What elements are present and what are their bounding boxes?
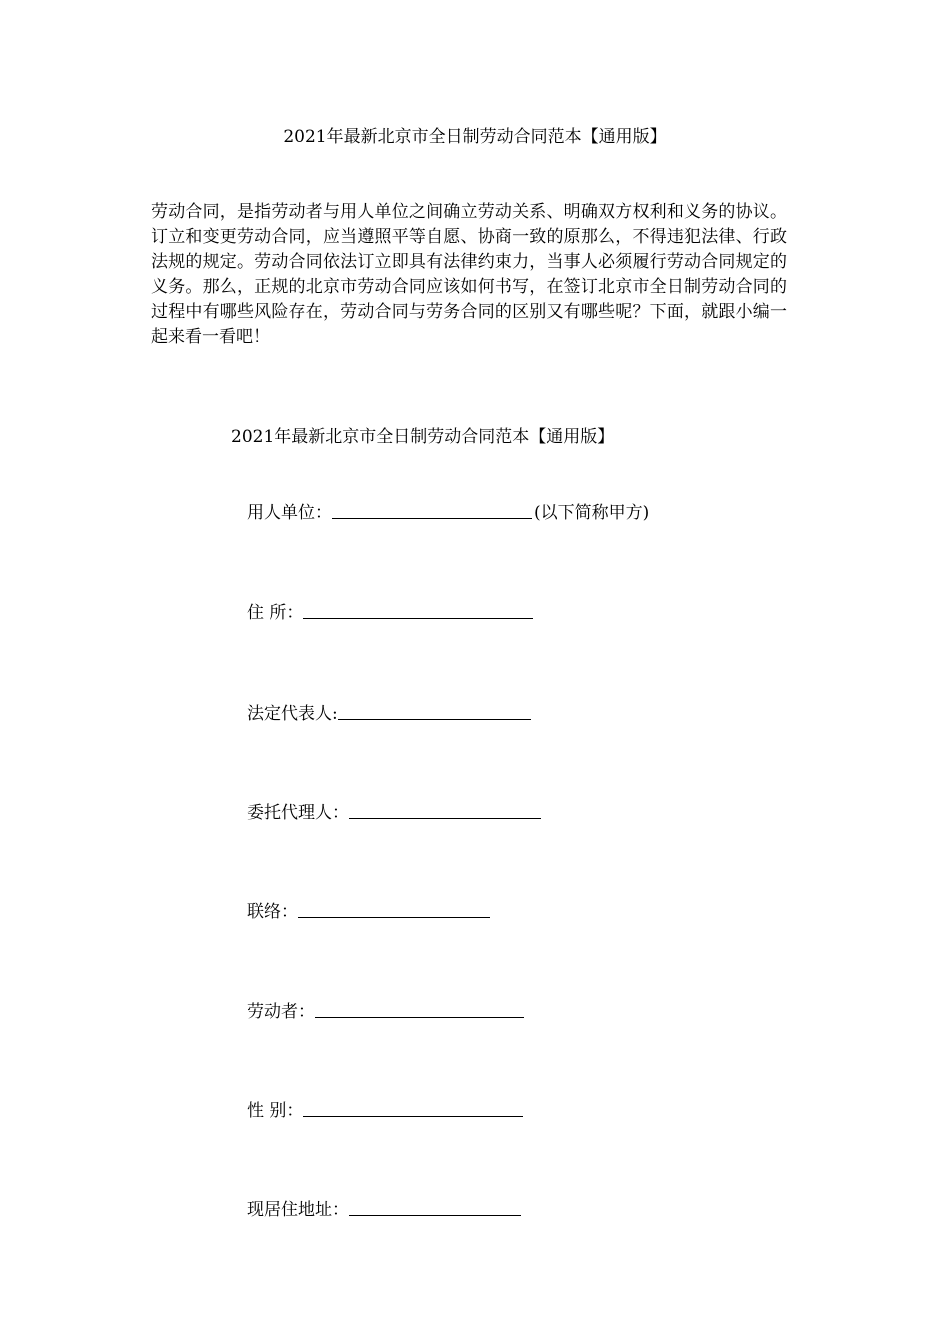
field-employer-label: 用人单位： bbox=[247, 503, 332, 523]
field-address-label: 住 所： bbox=[247, 603, 304, 623]
contract-subtitle: 2021年最新北京市全日制劳动合同范本【通用版】 bbox=[231, 427, 615, 447]
field-gender-blank bbox=[303, 1098, 523, 1117]
field-legal-representative-label: 法定代表人: bbox=[247, 704, 338, 724]
field-contact bbox=[247, 898, 490, 923]
field-legal-representative-blank bbox=[338, 701, 531, 720]
field-contact-label: 联络： bbox=[247, 902, 298, 922]
field-agent bbox=[247, 799, 541, 824]
intro-paragraph: 劳动合同，是指劳动者与用人单位之间确立劳动关系、明确双方权利和义务的协议。订立和变更劳动合同，应当遵照平等自愿、协商一致的原那么，不得违犯法律、行政法规的规定。劳动合同依法订立即具有法律约束力，当事人必须履行劳动合同规定的义务。那么，正规的北京市劳动合同应该如何书写，在签订北京市全日制劳动合同的过程中有哪些风险存在，劳动合同与劳务合同的区别又有哪些呢？下面，就跟小编一起来看一看吧！ bbox=[151, 202, 787, 347]
field-worker-label: 劳动者： bbox=[247, 1002, 315, 1022]
field-employer-blank bbox=[332, 500, 532, 519]
field-address-blank bbox=[303, 600, 533, 619]
field-agent-label: 委托代理人： bbox=[247, 803, 349, 823]
field-current-address bbox=[247, 1196, 521, 1221]
field-employer-suffix: (以下简称甲方) bbox=[534, 503, 650, 523]
field-gender-label: 性 别： bbox=[247, 1101, 304, 1121]
field-employer bbox=[247, 499, 649, 524]
field-agent-blank bbox=[349, 800, 541, 819]
field-current-address-blank bbox=[349, 1197, 521, 1216]
document-title: 2021年最新北京市全日制劳动合同范本【通用版】 bbox=[283, 127, 667, 147]
field-current-address-label: 现居住地址： bbox=[247, 1200, 349, 1220]
field-worker-blank bbox=[315, 999, 524, 1018]
field-legal-representative bbox=[247, 700, 531, 725]
field-worker bbox=[247, 998, 524, 1023]
field-gender bbox=[247, 1097, 523, 1122]
field-contact-blank bbox=[298, 899, 490, 918]
field-address bbox=[247, 599, 533, 624]
